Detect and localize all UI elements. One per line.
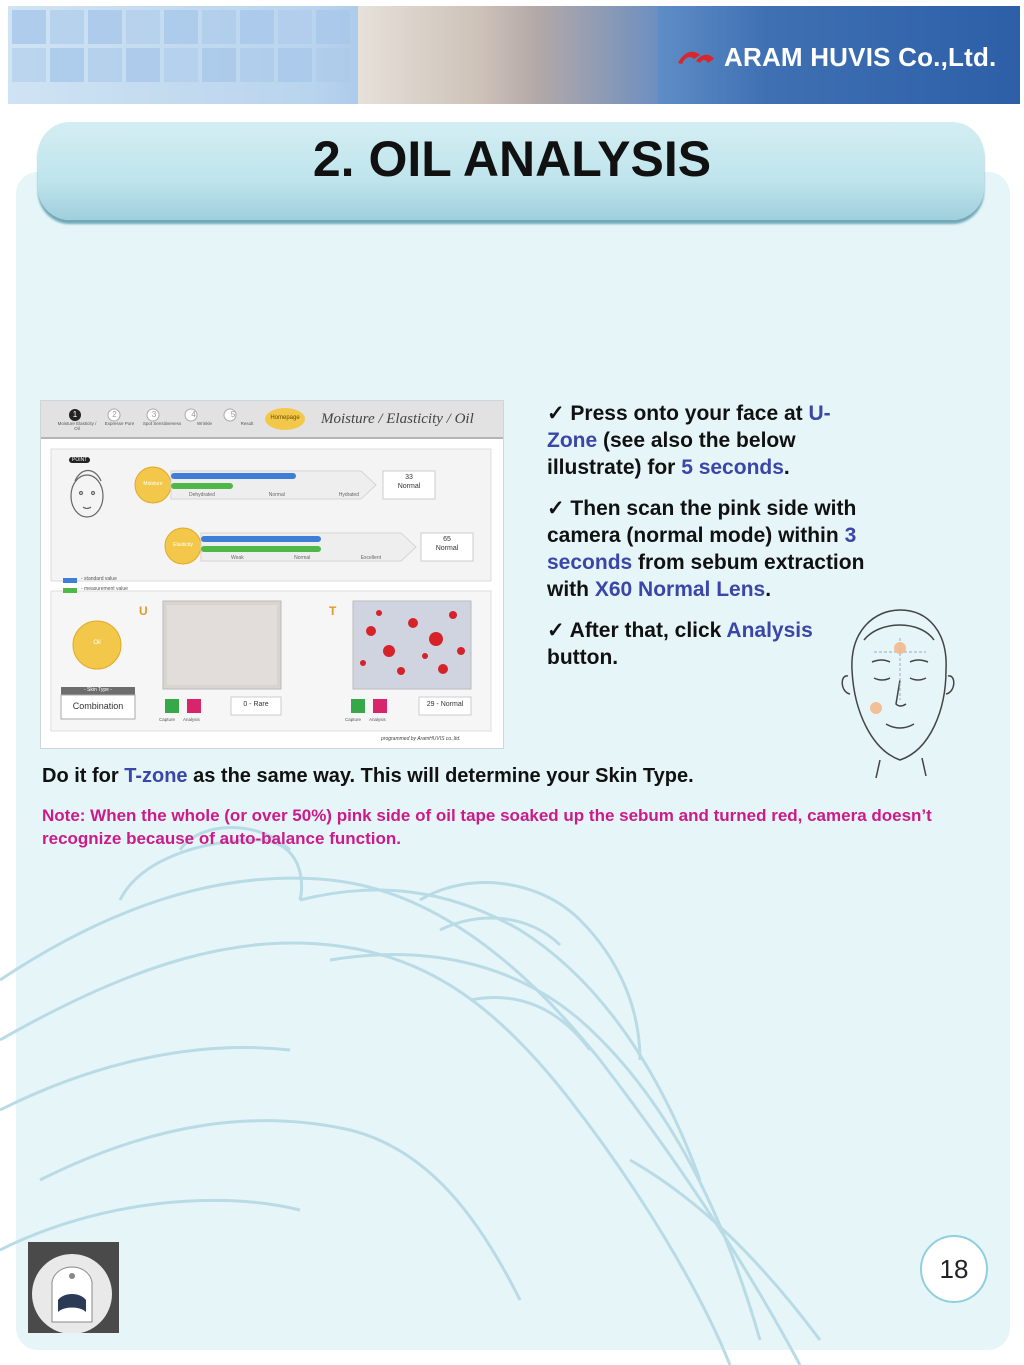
page-number: 18: [920, 1235, 988, 1303]
skin-type-value: Combination: [72, 701, 124, 711]
homepage-button[interactable]: Homepage: [270, 415, 300, 421]
highlight-term: U-Zone: [547, 402, 831, 452]
instruction-text: button.: [547, 646, 619, 669]
instruction-3: [547, 617, 877, 671]
u-capture-label[interactable]: Capture: [159, 717, 176, 722]
step-label-1: Moisture Elasticity / Oil: [57, 421, 97, 431]
elasticity-label: Elasticity: [173, 542, 193, 548]
point-label: POINT: [69, 457, 90, 463]
step-label-5: Result: [240, 421, 254, 426]
moisture-scale-1: Dehydrated: [189, 492, 215, 498]
elasticity-scale-3: Excellent: [360, 555, 381, 561]
t-analysis-label[interactable]: Analysis: [369, 717, 386, 722]
note-text: Note: When the whole (or over 50%) pink side of oil tape soaked up the sebum and turned red, camera doesn’t recognize because of auto-balance function.: [42, 806, 932, 848]
step-1[interactable]: 1: [72, 410, 78, 419]
highlight-term: 5 seconds: [681, 456, 784, 479]
instruction-text: ✓ Then scan the pink side with camera (normal mode) within: [547, 497, 857, 547]
device-thumbnail: [28, 1242, 119, 1333]
step-2[interactable]: 2: [112, 410, 117, 419]
instruction-text: .: [765, 578, 772, 601]
screenshot-heading: Moisture / Elasticity / Oil: [321, 411, 474, 427]
step-3[interactable]: 3: [151, 410, 157, 419]
moisture-value: 33: [405, 474, 413, 481]
moisture-label: Moisture: [143, 481, 163, 487]
step-5[interactable]: 5: [230, 410, 236, 419]
software-screenshot: [40, 400, 504, 749]
t-zone-highlight: T-zone: [124, 765, 188, 787]
instruction-list: [547, 400, 877, 685]
t-zone-pre: Do it for: [42, 765, 125, 787]
step-4[interactable]: 4: [191, 410, 196, 419]
instruction-2: [547, 495, 877, 603]
brand-name: ARAM HUVIS Co.,Ltd.: [724, 42, 997, 72]
instruction-text: ✓ Press onto your face at: [547, 402, 809, 425]
t-capture-label[interactable]: Capture: [345, 717, 362, 722]
u-result: 0 - Rare: [243, 701, 269, 708]
instruction-text: from sebum extraction with: [547, 551, 865, 601]
elasticity-scale-1: Weak: [231, 555, 244, 561]
step-label-2: Expresse Pore: [104, 421, 135, 426]
u-analysis-label[interactable]: Analysis: [183, 717, 200, 722]
face-zone-illustration: [830, 600, 965, 780]
legend-measurement: - measurement value: [81, 586, 128, 592]
skin-type-title: - Skin Type -: [84, 687, 112, 693]
brand: [676, 42, 996, 73]
instruction-text: .: [783, 456, 790, 479]
step-label-3: Spot Sensitiveness: [142, 421, 182, 426]
screenshot-footer: programmed by AramHUVIS co.,ltd.: [381, 736, 461, 742]
oil-label: Oil: [93, 640, 101, 646]
t-zone-label: T: [329, 604, 337, 618]
highlight-term: 3 seconds: [547, 524, 857, 574]
instruction-text: ✓ After that, click: [547, 619, 727, 642]
instruction-1: [547, 400, 877, 481]
banner-photo-collage: [358, 6, 658, 104]
elasticity-scale-2: Normal: [294, 555, 311, 561]
header-banner: [8, 6, 1020, 104]
highlight-term: Analysis: [726, 619, 813, 642]
moisture-scale-2: Normal: [268, 492, 285, 498]
aram-huvis-logo-icon: [676, 47, 716, 69]
t-result: 29 - Normal: [426, 701, 464, 708]
page-title: 2. OIL ANALYSIS: [312, 131, 712, 187]
moisture-status: Normal: [397, 483, 421, 490]
legend-standard: - standard value: [81, 576, 117, 582]
t-zone-post: as the same way. This will determine your Skin Type.: [187, 765, 694, 787]
highlight-term: X60 Normal Lens: [594, 578, 766, 601]
step-label-4: Wrinkle: [197, 421, 212, 426]
elasticity-value: 65: [443, 536, 451, 543]
t-zone-instruction: [42, 765, 694, 788]
elasticity-status: Normal: [435, 545, 459, 552]
u-zone-label: U: [139, 604, 148, 618]
moisture-scale-3: Hydrated: [338, 492, 359, 498]
instruction-text: (see also the below illustrate) for: [547, 429, 796, 479]
